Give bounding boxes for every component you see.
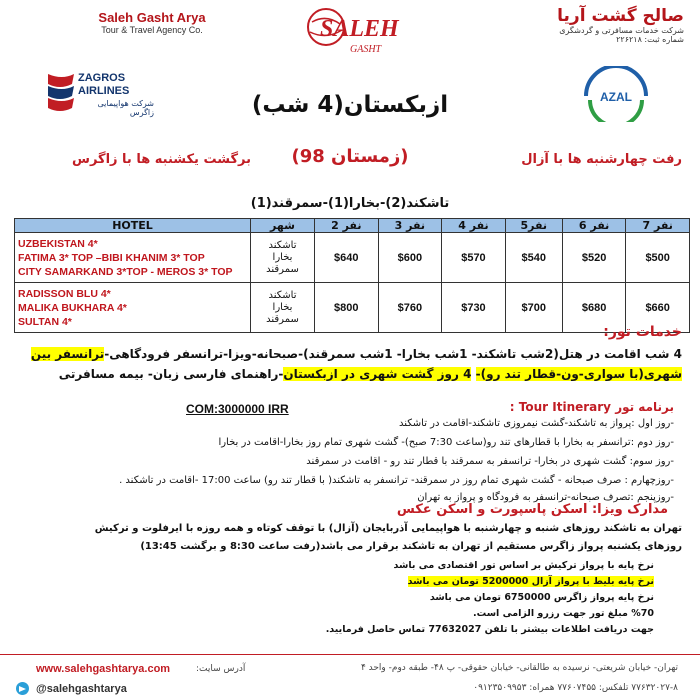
price-5pax: $540 <box>505 233 562 283</box>
address: تهران- خیابان شریعتی- نرسیده به طالقانی- خیابان حقوقی- پ ۴۸- طبقه دوم- واحد ۴ <box>360 663 678 673</box>
price-5pax: $700 <box>505 283 562 333</box>
zagros-name-1: ZAGROS <box>78 72 126 84</box>
city-name: سمرقند <box>266 313 299 325</box>
price-3pax: $600 <box>378 233 442 283</box>
tour-season: (زمستان 98) <box>291 146 409 167</box>
docs-title: مدارک ویزا: اسکن پاسپورت و اسکن عکس <box>396 502 668 517</box>
price-4pax: $730 <box>442 283 506 333</box>
services-text: -راهنمای فارسی زبان- بیمه مسافرتی <box>58 367 284 381</box>
services-line-2 <box>59 367 682 381</box>
itinerary-day: -روزپنجم :تصرف صبحانه-ترانسفر به فرودگاه و پرواز به تهران <box>417 492 674 503</box>
phones: ۷۷۶۳۲۰۲۷-۸ تلفکس: ۷۷۶۰۷۴۵۵ همراه: ۰۹۱۲۳۵۰۹۹۵۳ <box>473 683 678 693</box>
brand-fa <box>554 6 684 44</box>
logo-text: SALEH <box>320 16 399 42</box>
header-3pax: 3 نفر <box>378 219 442 233</box>
city-name: سمرقند <box>266 263 299 275</box>
departure-info: رفت چهارشنبه ها با آزال <box>521 152 682 167</box>
price-2pax: $640 <box>315 233 379 283</box>
header-hotel: HOTEL <box>15 219 251 233</box>
doc-sub-item <box>408 576 654 587</box>
hotel-name: MALIKA BUKHARA 4* <box>18 301 127 314</box>
price-header-row <box>15 219 690 233</box>
city-cell <box>251 283 315 333</box>
price-3pax: $760 <box>378 283 442 333</box>
header-4pax: 4 نفر <box>442 219 506 233</box>
doc-sub-item: نرخ پایه با پرواز ترکیش بر اساس تور اقتصادی می باشد <box>393 560 654 571</box>
city-name: بخارا <box>272 251 293 263</box>
services-text: 4 شب اقامت در هتل(2شب تاشکند- 1شب بخارا- 1شب سمرقند)-صبحانه-ویزا-ترانسفر فرودگاهی- <box>104 347 682 361</box>
services-highlight: شهری(با سواری-ون-قطار تند رو)- <box>475 367 682 381</box>
services-highlight: 4 روز گشت شهری در ازبکستان <box>283 367 472 381</box>
brand-en <box>62 10 242 35</box>
table-row <box>15 283 690 333</box>
price-4pax: $570 <box>442 233 506 283</box>
footer <box>0 654 700 700</box>
azal-text: AZAL <box>600 90 632 104</box>
brand-en-sub: Tour & Travel Agency Co. <box>101 25 203 35</box>
doc-item: روزهای یکشنبه پرواز زاگرس مستقیم از تهران به تاشکند برقرار می باشد(رفت ساعت 8:30 و برگشت 13:45) <box>140 541 682 552</box>
header-2pax: 2 نفر <box>315 219 379 233</box>
saleh-logo <box>294 2 404 58</box>
doc-sub-item: %70 مبلغ تور جهت رزرو الزامی است. <box>473 608 654 619</box>
price-6pax: $520 <box>562 233 626 283</box>
zagros-name-fa: شرکت هواپیمایی زاگرس <box>97 99 154 117</box>
services-line-1 <box>31 347 682 361</box>
hotel-name: SULTAN 4* <box>18 315 72 328</box>
services-highlight: ترانسفر بین <box>30 347 105 361</box>
logo-sub: GASHT <box>350 44 382 55</box>
city-cell <box>251 233 315 283</box>
tour-route: تاشکند(2)-بخارا(1)-سمرقند(1) <box>250 196 450 211</box>
itinerary-day: -روز سوم: گشت شهری در بخارا- ترانسفر به سمرقند با قطار تند رو - اقامت در سمرقند <box>306 456 674 467</box>
doc-sub-item: جهت دریافت اطلاعات بیشتر با تلفن 77632027 تماس حاصل فرمایید. <box>325 624 654 635</box>
return-info: برگشت یکشنبه ها با زاگرس <box>72 152 251 167</box>
brand-fa-name: صالح گشت آریا <box>557 6 684 26</box>
telegram-icon <box>16 682 29 695</box>
price-6pax: $680 <box>562 283 626 333</box>
table-row <box>15 233 690 283</box>
brand-fa-reg: شماره ثبت: ۲۲۶۲۱۸ <box>616 35 684 44</box>
services-title: خدمات تور: <box>603 324 682 340</box>
tour-title: ازبکستان(4 شب) <box>251 92 449 118</box>
header-6pax: 6 نفر <box>562 219 626 233</box>
brand-fa-sub: شرکت خدمات مسافرتی و گردشگری <box>559 26 684 35</box>
price-2pax: $800 <box>315 283 379 333</box>
itinerary-title: برنامه تور Tour Itinerary : <box>509 400 674 414</box>
header-5pax: 5نفر <box>505 219 562 233</box>
doc-highlight: نرخ پایه بلیط با پرواز آزال 5200000 تومان می باشد <box>407 576 654 587</box>
price-7pax: $660 <box>626 283 690 333</box>
hotel-cell <box>15 283 251 333</box>
doc-sub-item: نرخ پایه پرواز زاگرس 6750000 تومان می باشد <box>429 592 654 603</box>
price-table <box>14 218 690 333</box>
header-city: شهر <box>251 219 315 233</box>
website-link[interactable]: www.salehgashtarya.com <box>36 663 171 675</box>
brand-en-name: Saleh Gasht Arya <box>98 10 206 25</box>
hotel-name: RADISSON BLU 4* <box>18 287 111 300</box>
itinerary-day: -روز دوم :ترانسفر به بخارا با قطارهای تند رو(ساعت 7:30 صبح)- گشت شهری تمام روز بخارا-اقامت در بخارا <box>218 437 674 448</box>
hotel-cell <box>15 233 251 283</box>
hotel-name: UZBEKISTAN 4* <box>18 237 98 250</box>
itinerary-day: -روزچهارم : صرف صبحانه - گشت شهری تمام روز در سمرقند- ترانسفر به تاشکند( با قطار تند رو) ساعت 17:00 -اقامت در تاشکند . <box>119 475 674 486</box>
hotel-name: FATIMA 3* TOP –BIBI KHANIM 3* TOP <box>18 251 205 264</box>
header <box>0 0 700 60</box>
price-7pax: $500 <box>626 233 690 283</box>
social-handle[interactable]: @salehgashtarya <box>36 683 127 695</box>
city-name: تاشکند <box>268 289 297 301</box>
city-name: تاشکند <box>268 239 297 251</box>
itinerary-day: -روز اول :پرواز به تاشکند-گشت نیمروزی تاشکند-اقامت در تاشکند <box>398 418 674 429</box>
commission: COM:3000000 IRR <box>186 402 289 416</box>
header-7pax: 7 نفر <box>626 219 690 233</box>
zagros-name-2: AIRLINES <box>78 85 130 97</box>
doc-item: تهران به تاشکند روزهای شنبه و چهارشنبه با هواپیمایی آذربایجان (آزال) با توقف کوتاه و همه روزه با ایرفلوت و ترکیش <box>94 523 682 534</box>
city-name: بخارا <box>272 301 293 313</box>
website-label: آدرس سایت: <box>196 664 246 674</box>
hotel-name: CITY SAMARKAND 3*TOP - MEROS 3* TOP <box>18 265 233 278</box>
